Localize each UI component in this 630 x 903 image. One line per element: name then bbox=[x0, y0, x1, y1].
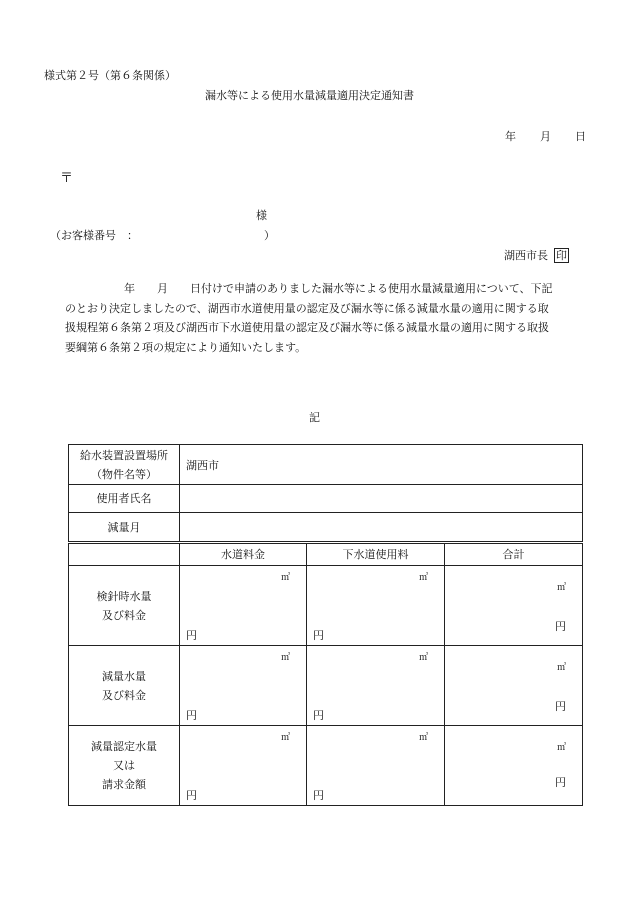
date-year: 年 bbox=[505, 130, 516, 143]
seal-mark: 印 bbox=[556, 249, 567, 262]
total-cell bbox=[445, 646, 583, 726]
row-label-line: 検針時水量 bbox=[96, 589, 152, 603]
month-label: 減量月 bbox=[69, 513, 180, 543]
location-value: 湖西市 bbox=[180, 445, 583, 485]
row-label-line: 又は bbox=[113, 759, 135, 772]
user-name-row bbox=[69, 485, 583, 513]
location-label-line1: 給水装置設置場所 bbox=[80, 448, 168, 462]
row-label-line: 減量水量 bbox=[102, 669, 146, 683]
corner-cell bbox=[69, 543, 180, 566]
table-row bbox=[69, 726, 583, 806]
sewer-fee-cell bbox=[307, 726, 445, 806]
volume-unit: ㎥ bbox=[557, 583, 567, 593]
volume-unit: ㎥ bbox=[418, 573, 428, 583]
yen-unit: 円 bbox=[186, 709, 197, 722]
row-label-line: 請求金額 bbox=[102, 778, 146, 791]
column-header-row bbox=[69, 543, 583, 566]
postal-mark: 〒 bbox=[60, 171, 74, 186]
sewer-fee-cell bbox=[307, 566, 445, 646]
month-value bbox=[180, 513, 583, 543]
column-header: 合計 bbox=[445, 543, 583, 566]
form-number: 様式第２号（第６条関係） bbox=[44, 69, 176, 82]
column-header: 下水道使用料 bbox=[307, 543, 445, 566]
body-line: 要綱第６条第２項の規定により通知いたします。 bbox=[65, 340, 307, 354]
yen-unit: 円 bbox=[313, 629, 324, 642]
document-title: 漏水等による使用水量減量適用決定通知書 bbox=[205, 89, 414, 102]
sender-name: 湖西市長 bbox=[504, 249, 548, 262]
row-label bbox=[69, 726, 180, 806]
yen-unit: 円 bbox=[555, 620, 567, 633]
total-cell bbox=[445, 566, 583, 646]
location-label bbox=[69, 445, 180, 485]
addressee-suffix: 様 bbox=[256, 209, 267, 222]
yen-unit: 円 bbox=[313, 789, 324, 802]
volume-unit: ㎥ bbox=[557, 743, 567, 753]
volume-unit: ㎥ bbox=[418, 653, 428, 663]
row-label bbox=[69, 566, 180, 646]
location-row bbox=[69, 445, 583, 485]
month-row bbox=[69, 513, 583, 543]
customer-number-close: ） bbox=[264, 229, 275, 242]
yen-unit: 円 bbox=[313, 709, 324, 722]
row-label-line: 及び料金 bbox=[102, 608, 146, 622]
volume-unit: ㎥ bbox=[418, 733, 428, 743]
volume-unit: ㎥ bbox=[280, 573, 290, 583]
yen-unit: 円 bbox=[186, 629, 197, 642]
table-row bbox=[69, 646, 583, 726]
table-row bbox=[69, 566, 583, 646]
volume-unit: ㎥ bbox=[280, 733, 290, 743]
row-label bbox=[69, 646, 180, 726]
sender bbox=[504, 247, 569, 263]
body-line: 扱規程第６条第２項及び湖西市下水道使用量の認定及び漏水等に係る減量水量の適用に関する取扱 bbox=[65, 321, 549, 334]
volume-unit: ㎥ bbox=[280, 653, 290, 663]
reduction-table bbox=[68, 444, 583, 806]
date-month: 月 bbox=[540, 130, 551, 143]
body-line: 年 月 日付けで申請のありました漏水等による使用水量減量適用について、下記 bbox=[124, 282, 553, 295]
user-name-value bbox=[180, 485, 583, 513]
customer-number-label: （お客様番号 ： bbox=[50, 229, 138, 242]
yen-unit: 円 bbox=[555, 776, 567, 789]
volume-unit: ㎥ bbox=[557, 663, 567, 673]
notice-body bbox=[65, 279, 585, 357]
date-day: 日 bbox=[575, 130, 586, 143]
body-line: のとおり決定しましたので、湖西市水道使用量の認定及び漏水等に係る減量水量の適用に関する取 bbox=[65, 301, 549, 315]
location-label-line2: （物件名等） bbox=[91, 467, 157, 481]
row-label-line: 及び料金 bbox=[102, 688, 146, 702]
water-fee-cell bbox=[180, 726, 307, 806]
row-label-line: 減量認定水量 bbox=[91, 740, 157, 753]
yen-unit: 円 bbox=[186, 789, 197, 802]
column-header: 水道料金 bbox=[180, 543, 307, 566]
ki-heading: 記 bbox=[309, 411, 320, 424]
yen-unit: 円 bbox=[555, 700, 567, 713]
water-fee-cell bbox=[180, 566, 307, 646]
user-name-label: 使用者氏名 bbox=[69, 485, 180, 513]
total-cell bbox=[445, 726, 583, 806]
water-fee-cell bbox=[180, 646, 307, 726]
sewer-fee-cell bbox=[307, 646, 445, 726]
